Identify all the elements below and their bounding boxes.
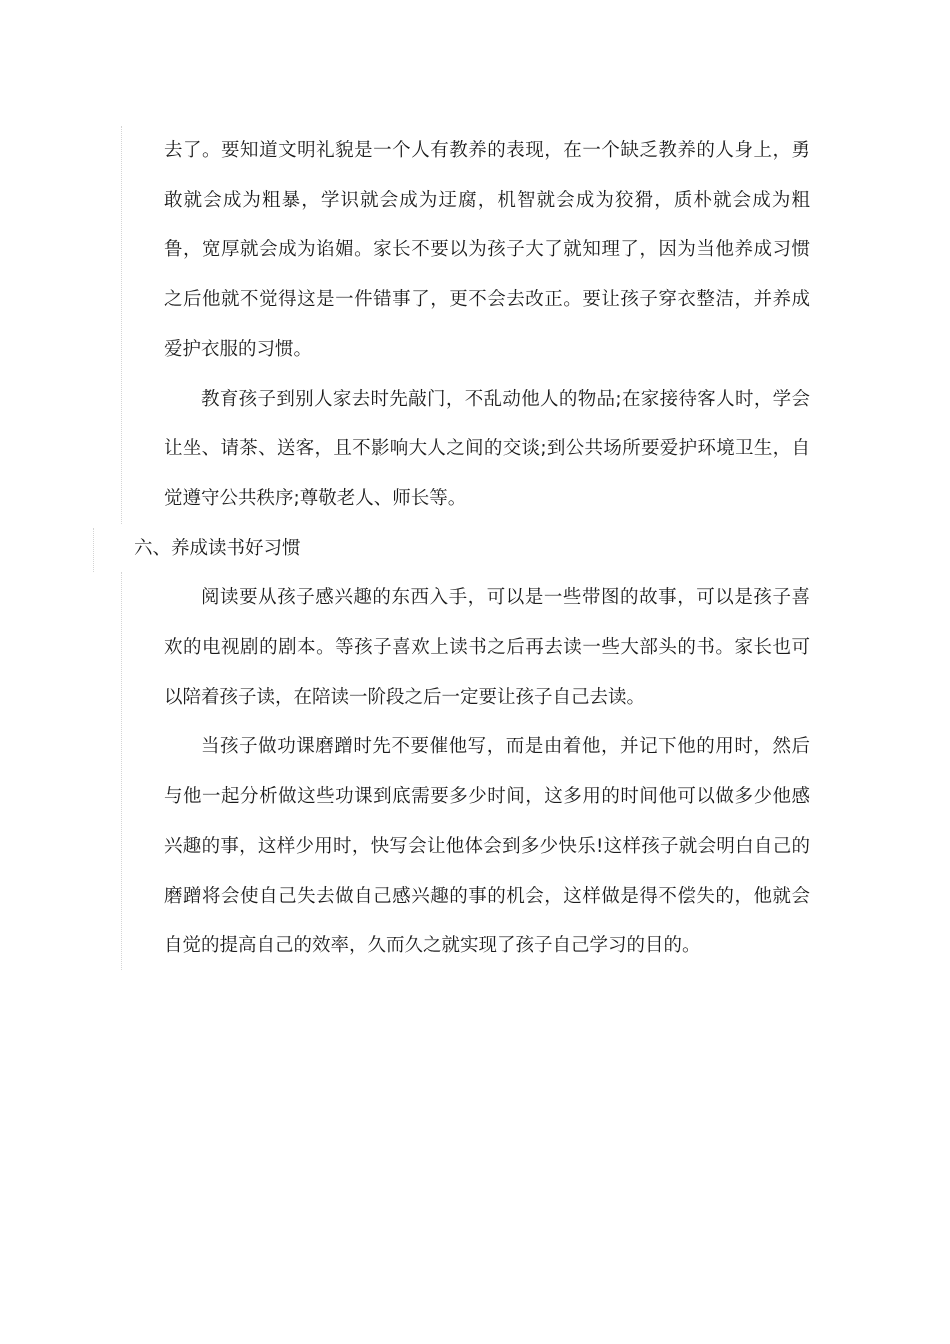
paragraph: 去了。要知道文明礼貌是一个人有教养的表现，在一个缺乏教养的人身上，勇敢就会成为粗暴，学识就会成为迂腐，机智就会成为狡猾，质朴就会成为粗鲁，宽厚就会成为谄媚。家长不要以为孩子大了就知理了，因为当他养成习惯之后他就不觉得这是一件错事了，更不会去改正。要让孩子穿衣整洁，并养成爱护衣服的习惯。 [164,140,810,360]
section-heading: 六、养成读书好习惯 [134,537,301,559]
margin-rule [93,528,94,572]
paragraph: 当孩子做功课磨蹭时先不要催他写，而是由着他，并记下他的用时，然后与他一起分析做这些功课到底需要多少时间，这多用的时间他可以做多少他感兴趣的事，这样少用时，快写会让他体会到多少快乐!这样孩子就会明白自己的磨蹭将会使自己失去做自己感兴趣的事的机会，这样做是得不偿失的，他就会自觉的提高自己的效率，久而久之就实现了孩子自己学习的目的。 [164,736,810,957]
margin-rule [121,126,122,524]
paragraph: 阅读要从孩子感兴趣的东西入手，可以是一些带图的故事，可以是孩子喜欢的电视剧的剧本。等孩子喜欢上读书之后再去读一些大部头的书。家长也可以陪着孩子读，在陪读一阶段之后一定要让孩子自己去读。 [164,587,810,708]
margin-rule [121,572,122,970]
document-body [134,126,810,971]
paragraph: 教育孩子到别人家去时先敲门，不乱动他人的物品;在家接待客人时，学会让坐、请茶、送客，且不影响大人之间的交谈;到公共场所要爱护环境卫生，自觉遵守公共秩序;尊敬老人、师长等。 [164,388,810,509]
